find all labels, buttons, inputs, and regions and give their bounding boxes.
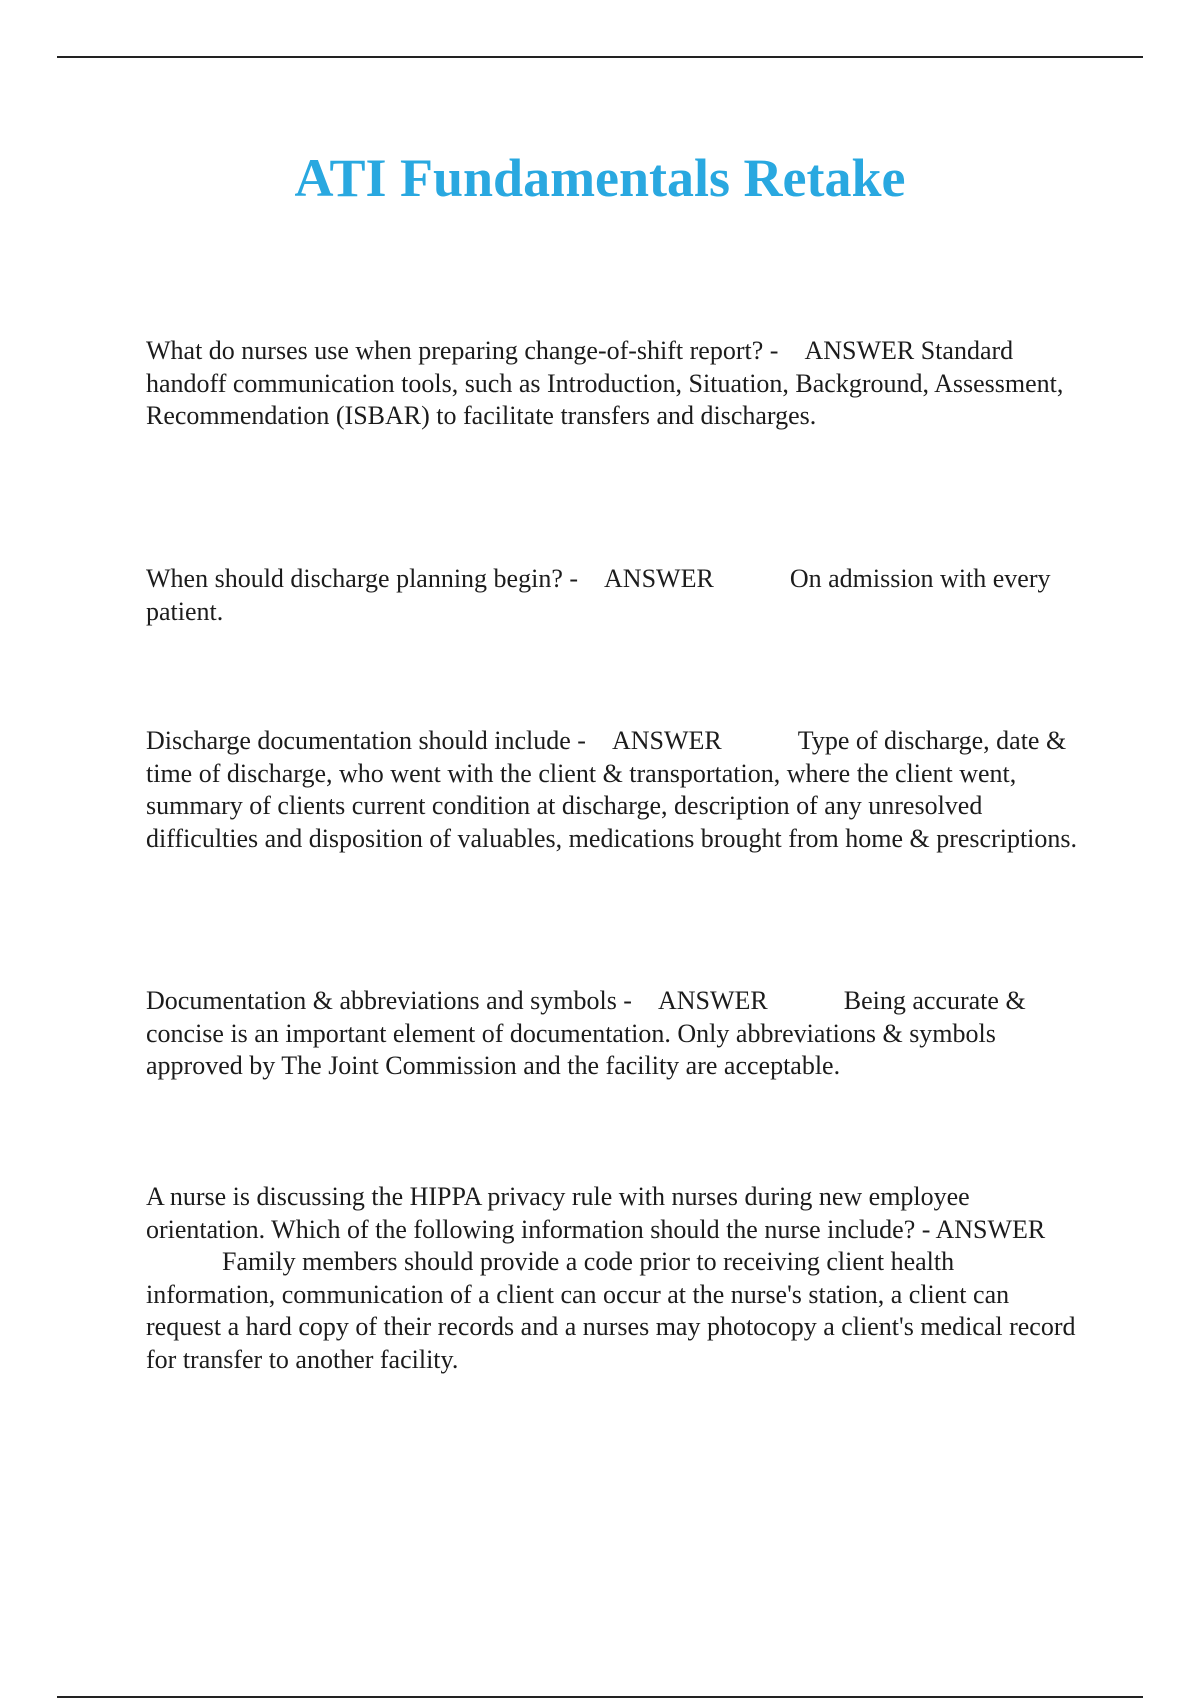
bottom-divider [57, 1696, 1143, 1698]
question-text: A nurse is discussing the HIPPA privacy rule with nurses during new employee orientation. Which of the following information should the nurse include? - [146, 1182, 970, 1244]
answer-label: ANSWER [804, 336, 915, 365]
qa-item [146, 563, 1086, 628]
answer-text: On admission with every patient. [146, 564, 1051, 626]
answer-label: ANSWER [604, 564, 714, 593]
question-text: What do nurses use when preparing change-of-shift report? - [146, 336, 779, 365]
answer-text: Standard handoff communication tools, such as Introduction, Situation, Background, Assessment, Recommendation (ISBAR) to facilitate transfers and discharges. [146, 336, 1064, 430]
answer-text: Being accurate & concise is an important element of documentation. Only abbreviations & symbols approved by The Joint Commission and the facility are acceptable. [146, 986, 1026, 1080]
answer-label: ANSWER [611, 726, 722, 755]
answer-label: ANSWER [935, 1214, 1046, 1244]
document-title: ATI Fundamentals Retake [294, 148, 906, 208]
qa-item [146, 335, 1086, 433]
qa-item [146, 1181, 1086, 1376]
answer-label: ANSWER [657, 986, 768, 1015]
question-text: Discharge documentation should include - [146, 726, 586, 755]
answer-text: Family members should provide a code prior to receiving client health information, communication of a client can occur at the nurse's station, a client can request a hard copy of their records and a nurses may photocopy a client's medical record for transfer to another facility. [146, 1247, 1076, 1374]
top-divider [57, 56, 1143, 58]
answer-text: Type of discharge, date & time of discharge, who went with the client & transportation, where the client went, summary of clients current condition at discharge, description of any unresolved difficulties and disposition of valuables, medications brought from home & prescriptions. [146, 726, 1078, 853]
qa-item [146, 725, 1086, 855]
question-text: When should discharge planning begin? - [146, 564, 579, 593]
question-text: Documentation & abbreviations and symbols - [146, 986, 632, 1015]
qa-item [146, 985, 1086, 1083]
